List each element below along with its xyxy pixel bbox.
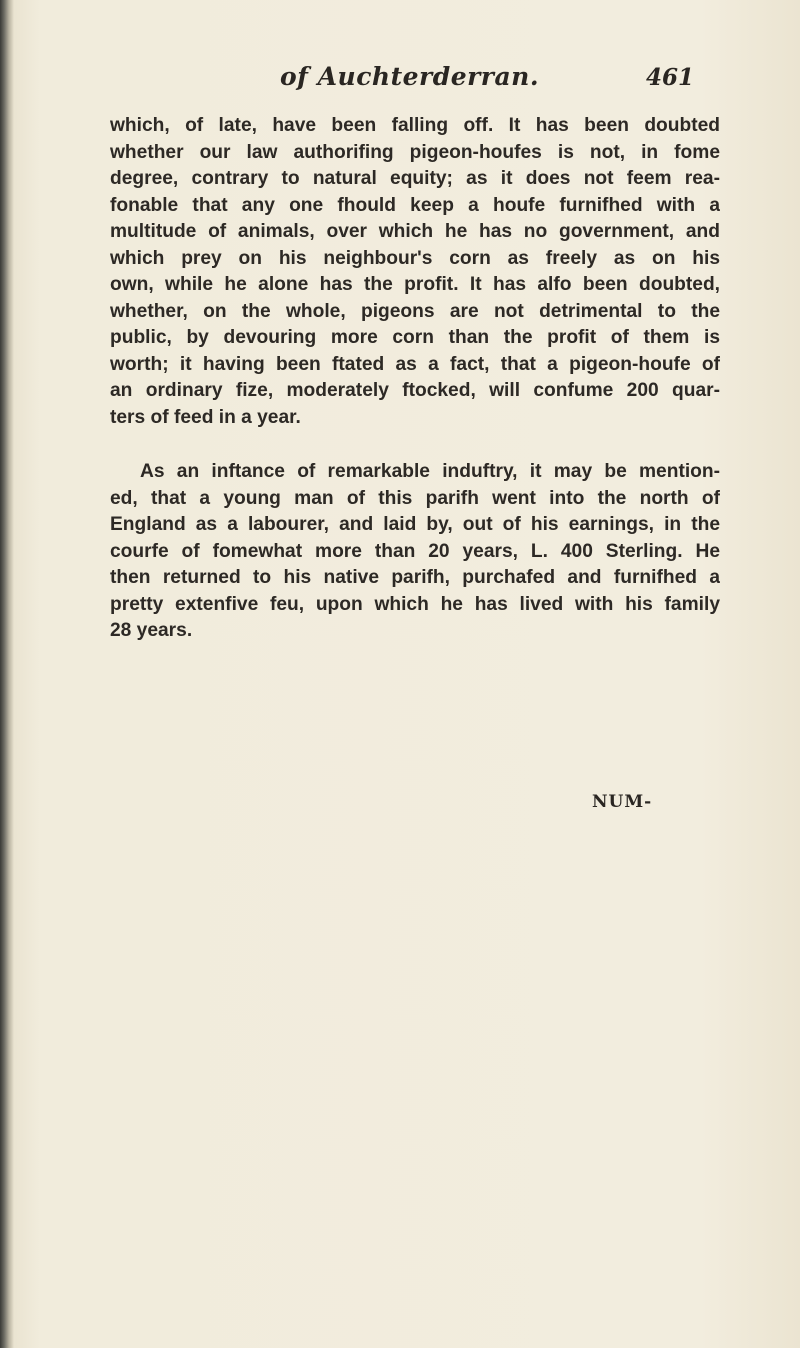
- text-line: public, by devouring more corn than the profit of them is: [110, 327, 720, 348]
- text-line: multitude of animals, over which he has no government, and: [110, 221, 720, 242]
- catchword: NUM-: [592, 792, 653, 812]
- text-line: worth; it having been ftated as a fact, that a pigeon-houfe of: [110, 353, 720, 375]
- page-header: [0, 62, 800, 102]
- text-line: degree, contrary to natural equity; as it does not feem rea-: [110, 168, 720, 189]
- text-line: pretty extenfive feu, upon which he has lived with his family: [110, 593, 720, 615]
- text-line: 28 years.: [110, 620, 193, 641]
- running-head: of Auchterderran.: [280, 62, 540, 91]
- text-line: courfe of fomewhat more than 20 years, L. 400 Sterling. He: [110, 540, 720, 562]
- body-text: [110, 113, 720, 645]
- text-line: ters of feed in a year.: [110, 406, 301, 428]
- text-line: then returned to his native parifh, purchafed and furnifhed a: [110, 567, 720, 588]
- text-line: As an inftance of remarkable induftry, it may be mention-: [140, 461, 720, 482]
- text-line: fonable that any one fhould keep a houfe furnifhed with a: [110, 194, 720, 216]
- text-line: which prey on his neighbour's corn as freely as on his: [110, 247, 720, 269]
- paragraph-1: [110, 113, 720, 431]
- text-line: whether our law authorifing pigeon-houfes is not, in fome: [110, 141, 720, 163]
- paragraph-2: [110, 459, 720, 645]
- paragraph-gap: [110, 431, 720, 459]
- text-line: an ordinary fize, moderately ftocked, will confume 200 quar-: [110, 380, 720, 401]
- page-spine-shadow: [0, 0, 14, 1348]
- text-line: England as a labourer, and laid by, out of his earnings, in the: [110, 514, 720, 535]
- text-line: which, of late, have been falling off. It has been doubted: [110, 115, 720, 136]
- text-line: own, while he alone has the profit. It has alfo been doubted,: [110, 274, 720, 295]
- text-line: ed, that a young man of this parifh went into the north of: [110, 487, 720, 509]
- text-line: whether, on the whole, pigeons are not detrimental to the: [110, 300, 720, 322]
- page-number: 461: [646, 64, 695, 91]
